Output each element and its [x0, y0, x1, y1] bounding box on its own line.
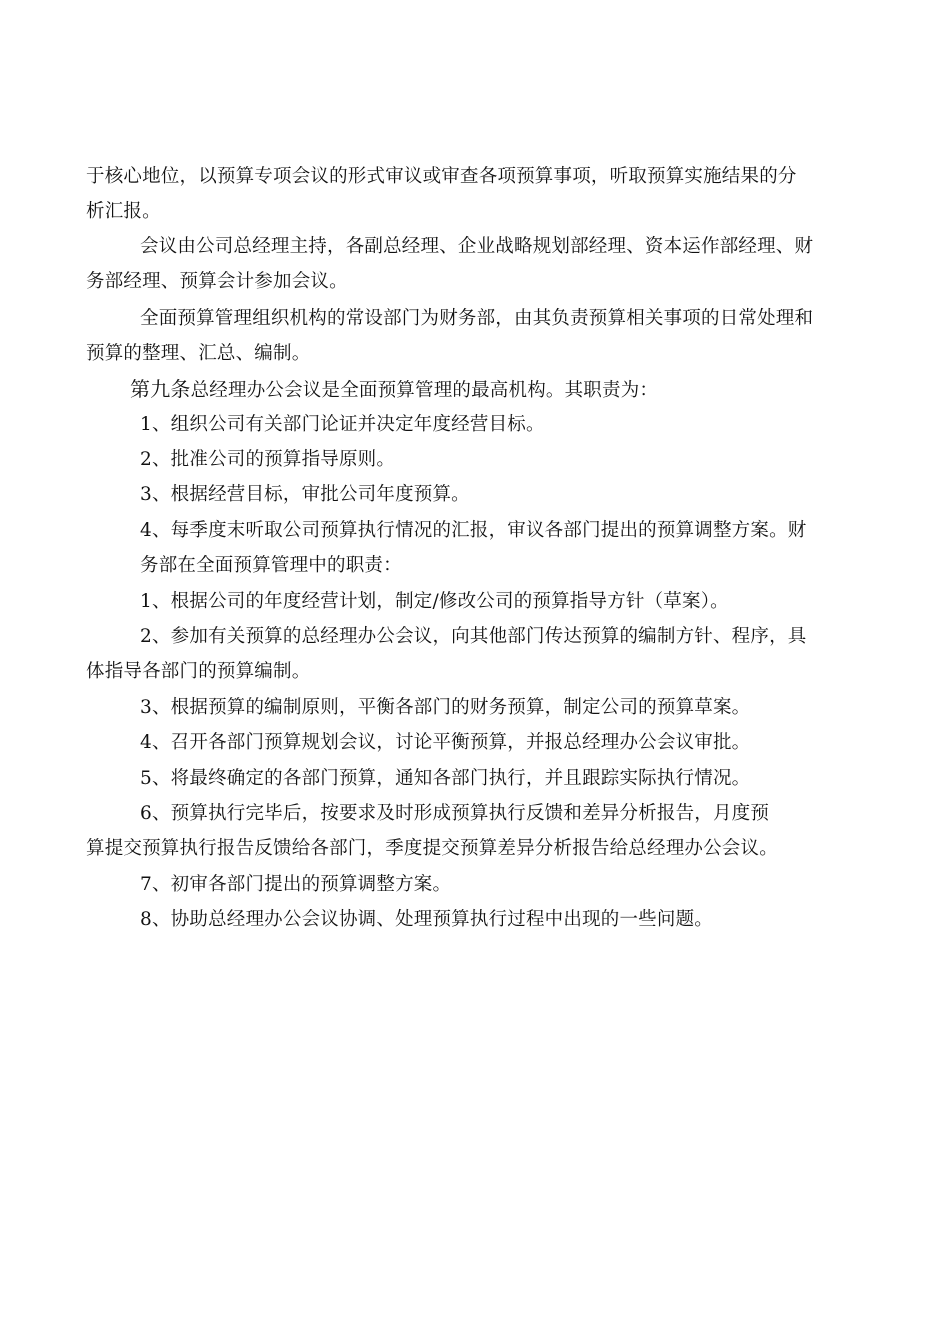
article-heading	[130, 377, 658, 403]
paragraph-line: 会议由公司总经理主持，各副总经理、企业战略规划部经理、资本运作部经理、财	[140, 236, 814, 257]
list-item: 6、预算执行完毕后，按要求及时形成预算执行反馈和差异分析报告，月度预	[140, 803, 770, 824]
list-item: 1、组织公司有关部门论证并决定年度经营目标。	[140, 414, 545, 435]
list-item-continued: 算提交预算执行报告反馈给各部门，季度提交预算差异分析报告给总经理办公会议。	[86, 838, 778, 859]
paragraph-line: 析汇报。	[86, 201, 161, 222]
list-item: 7、初审各部门提出的预算调整方案。	[140, 874, 452, 895]
list-item: 2、参加有关预算的总经理办公会议，向其他部门传达预算的编制方针、程序，具	[140, 626, 807, 647]
list-item: 1、根据公司的年度经营计划，制定/修改公司的预算指导方针（草案）。	[140, 591, 729, 612]
article-label: 第九条	[130, 377, 191, 401]
list-item: 8、协助总经理办公会议协调、处理预算执行过程中出现的一些问题。	[140, 909, 713, 930]
list-item: 4、召开各部门预算规划会议，讨论平衡预算，并报总经理办公会议审批。	[140, 732, 751, 753]
paragraph-line: 全面预算管理组织机构的常设部门为财务部，由其负责预算相关事项的日常处理和	[140, 308, 814, 329]
paragraph-line: 务部经理、预算会计参加会议。	[86, 271, 348, 292]
list-item: 5、将最终确定的各部门预算，通知各部门执行，并且跟踪实际执行情况。	[140, 768, 751, 789]
list-item: 3、根据经营目标，审批公司年度预算。	[140, 484, 470, 505]
article-text: 总经理办公会议是全面预算管理的最高机构。其职责为：	[190, 380, 659, 401]
list-item: 2、批准公司的预算指导原则。	[140, 449, 396, 470]
paragraph-line: 于核心地位，以预算专项会议的形式审议或审查各项预算事项，听取预算实施结果的分	[86, 166, 797, 187]
list-item-continued: 体指导各部门的预算编制。	[86, 661, 311, 682]
paragraph-line: 预算的整理、汇总、编制。	[86, 343, 311, 364]
list-item: 4、每季度末听取公司预算执行情况的汇报，审议各部门提出的预算调整方案。财	[140, 520, 807, 541]
list-item: 3、根据预算的编制原则，平衡各部门的财务预算，制定公司的预算草案。	[140, 697, 751, 718]
list-item: 务部在全面预算管理中的职责：	[140, 555, 402, 576]
